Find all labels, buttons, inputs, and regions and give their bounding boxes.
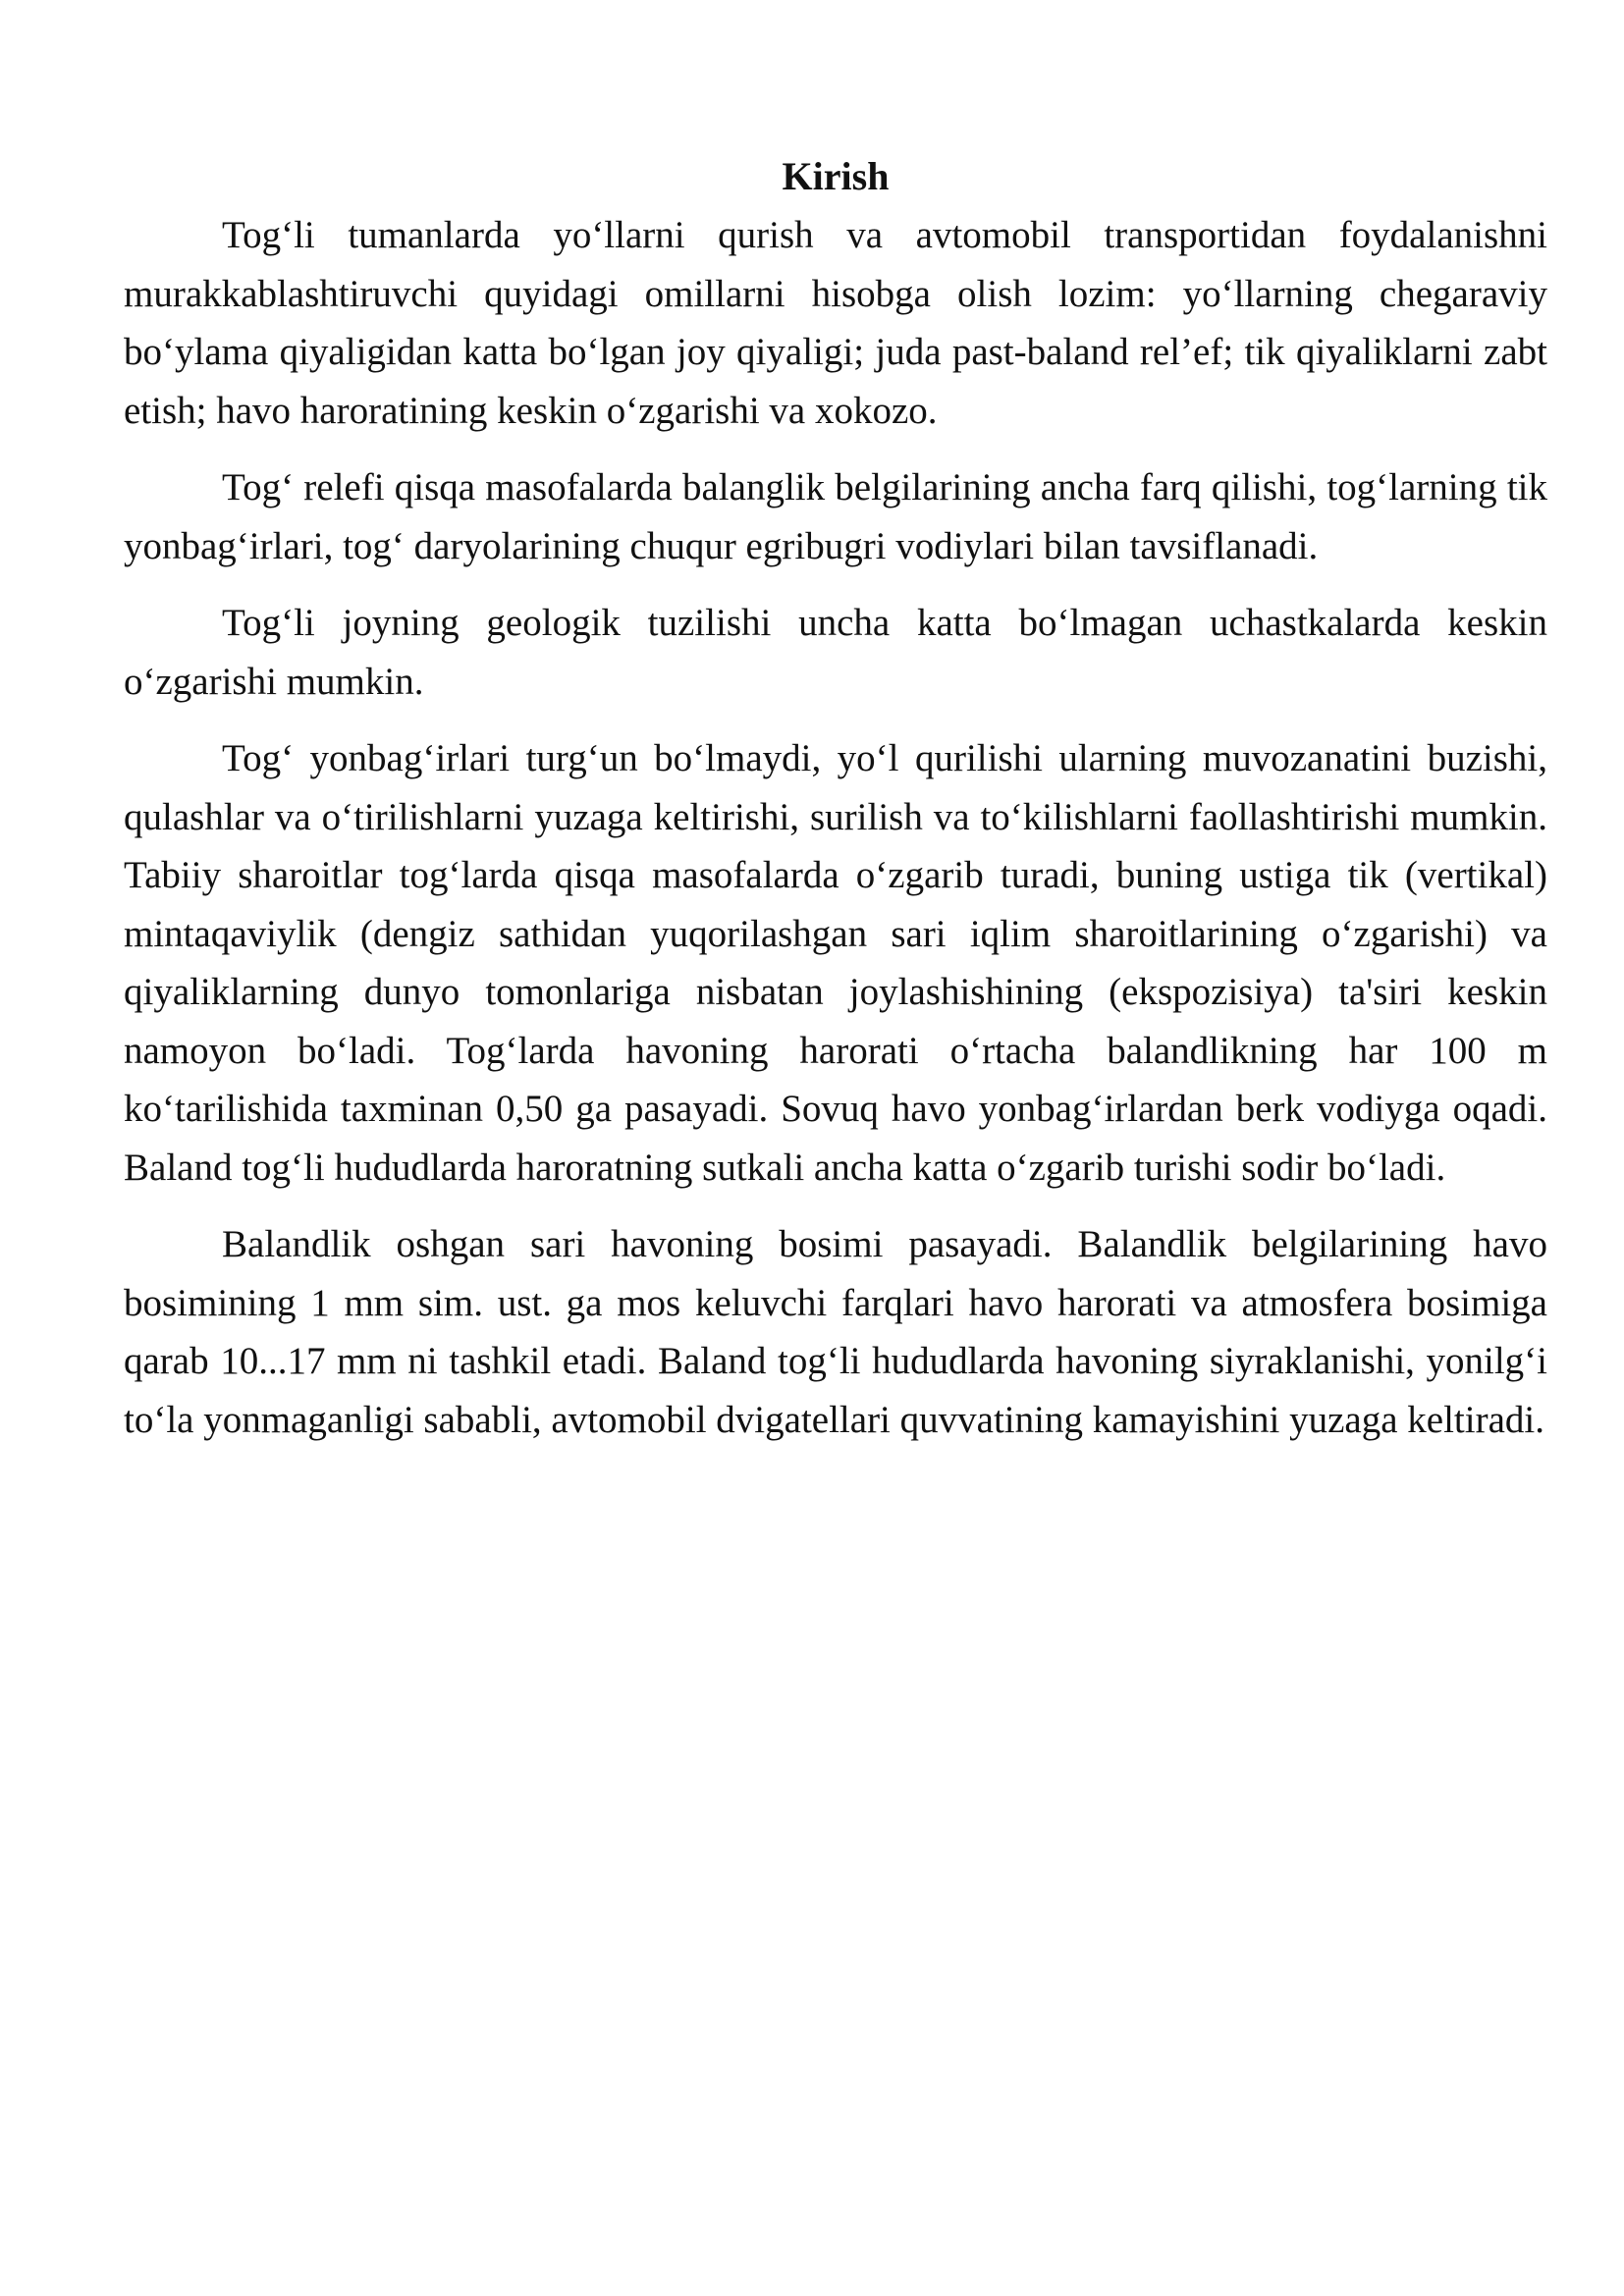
document-page [124, 147, 1547, 1468]
paragraph-4: Tog‘ yonbag‘irlari turg‘un bo‘lmaydi, yo‘l qurilishi ularning muvozanatini buzishi, qulashlar va o‘tirilishlarni yuzaga keltirishi, surilish va to‘kilishlarni faollashtirishi mumkin. Tabiiy sharoitlar tog‘larda qisqa masofalarda o‘zgarib turadi, buning ustiga tik (vertikal) mintaqaviylik (dengiz sathidan yuqorilashgan sari iqlim sharoitlarining o‘zgarishi) va qiyaliklarning dunyo tomonlariga nisbatan joylashishining (ekspozisiya) ta'siri keskin namoyon bo‘ladi. Tog‘larda havoning harorati o‘rtacha balandlikning har 100 m ko‘tarilishida taxminan 0,50 ga pasayadi. Sovuq havo yonbag‘irlardan berk vodiyga oqadi. Baland tog‘li hududlarda haroratning sutkali ancha katta o‘zgarib turishi sodir bo‘ladi. [124, 737, 1547, 1189]
paragraph-1: Tog‘li tumanlarda yo‘llarni qurish va avtomobil transportidan foydalanishni murakkablashtiruvchi quyidagi omillarni hisobga olish lozim: yo‘llarning chegaraviy bo‘ylama qiyaligidan katta bo‘lgan joy qiyaligi; juda past-baland rel’ef; tik qiyaliklarni zabt etish; havo haroratining keskin o‘zgarishi va xokozo. [124, 214, 1547, 432]
paragraph-3: Tog‘li joyning geologik tuzilishi uncha katta bo‘lmagan uchastkalarda keskin o‘zgarishi mumkin. [124, 602, 1547, 703]
paragraph-2: Tog‘ relefi qisqa masofalarda balanglik belgilarining ancha farq qilishi, tog‘larning tik yonbag‘irlari, tog‘ daryolarining chuqur egribugri vodiylari bilan tavsiflanadi. [124, 466, 1547, 567]
paragraph-5: Balandlik oshgan sari havoning bosimi pasayadi. Balandlik belgilarining havo bosimining 1 mm sim. ust. ga mos keluvchi farqlari havo harorati va atmosfera bosimiga qarab 10...17 mm ni tashkil etadi. Baland tog‘li hududlarda havoning siyraklanishi, yonilg‘i to‘la yonmaganligi sababli, avtomobil dvigatellari quvvatining kamayishini yuzaga keltiradi. [124, 1223, 1547, 1441]
page-title: Kirish [782, 154, 890, 198]
